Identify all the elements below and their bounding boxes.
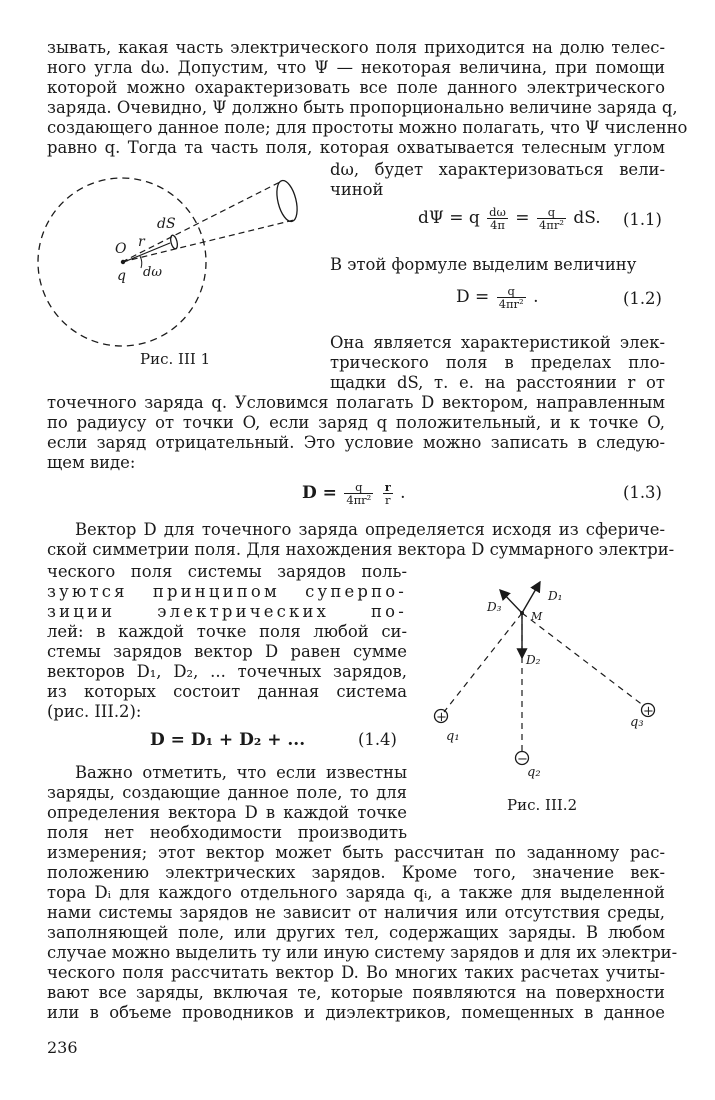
vector-d1 [522,582,540,613]
text-line: стемы зарядов вектор D равен сумме [47,642,407,661]
text-line: векторов D₁, D₂, ... точечных зарядов, [47,662,407,681]
label-r: r [138,234,145,250]
equation-number: (1.4) [358,730,397,749]
text-line: нами системы зарядов не зависит от наличия или отсутствия среды, [47,903,665,922]
text-line: щем виде: [47,453,136,472]
text-line: заряда. Очевидно, Ψ должно быть пропорционально величине заряда q, [47,98,678,117]
figure-caption: Рис. III.2 [507,796,578,814]
label-domega: dω [143,265,162,280]
text-line: щадки dS, т. е. на расстоянии r от [330,373,665,392]
text-line: точечного заряда q. Условимся полагать D вектором, направленным [47,393,665,412]
text-line: равно q. Тогда та часть поля, которая охватывается телесным углом [47,138,665,157]
equation-number: (1.1) [623,210,662,229]
label-d3: D₃ [487,600,502,614]
text-line: заряды, создающие данное поле, то для [47,783,407,802]
label-q3: q₃ [630,715,644,730]
text-line: Вектор D для точечного заряда определяется исходя из сфериче- [75,520,665,539]
text-line: если заряд отрицательный. Это условие можно записать в следую- [47,433,665,452]
text-line: или в объеме проводников и диэлектриков, помещенных в данное [47,1003,665,1022]
label-ds: dS [157,216,176,232]
text-line: положению электрических зарядов. Кроме того, значение век- [47,863,665,882]
figure-caption: Рис. III 1 [140,350,211,368]
text-line: зиции электрических по- [47,602,407,621]
text-line: Важно отметить, что если известны [75,763,407,782]
label-q2: q₂ [527,765,541,780]
equation-1-1: dΨ = q $\frac{d\omega}{4\pi}$ = $\frac{q}{\text{4πr²}}$ dS. [418,205,601,232]
equation-1-3: D = $\frac{q}{\text{4πr²}}$ $\frac{r}{r}$ . [302,480,406,507]
text-line: из которых состоит данная система [47,682,407,701]
text-line: лей: в каждой точке поля любой си- [47,622,407,641]
equation-number: (1.2) [623,289,662,308]
line-to-q1 [444,613,522,712]
label-d2: D₂ [526,653,541,667]
text-line: Она является характеристикой элек- [330,333,665,352]
point-m [520,611,524,615]
text-line: случае можно выделить ту или иную систему зарядов и для их электри- [47,943,678,962]
text-line: поля нет необходимости производить [47,823,407,842]
text-line: ской симметрии поля. Для нахождения вектора D суммарного электри- [47,540,675,559]
label-m: M [531,610,543,623]
text-line: В этой формуле выделим величину [330,255,637,274]
equation-1-2: D = $\frac{q}{\text{4πr²}}$ . [456,284,539,311]
text-line: ческого поля рассчитать вектор D. Во многих таких расчетах учиты- [47,963,665,982]
text-line: зывать, какая часть электрического поля приходится на долю телес- [47,38,665,57]
text-line: тора Dᵢ для каждого отдельного заряда qᵢ, а также для выделенной [47,883,665,902]
text-line: измерения; этот вектор может быть рассчитан по заданному рас- [47,843,665,862]
text-line: ного угла dω. Допустим, что Ψ — некоторая величина, при помощи [47,58,665,77]
plus-sign: + [643,704,654,719]
text-line: определения вектора D в каждой точке [47,803,407,822]
vector-d3 [500,590,522,613]
equation-number: (1.3) [623,483,662,502]
text-line: вают все заряды, включая те, которые появляются на поверхности [47,983,665,1002]
text-line: трического поля в пределах пло- [330,353,665,372]
label-d1: D₁ [548,589,563,603]
text-line: зуются принципом суперпо- [47,582,407,601]
text-line: ческого поля системы зарядов поль- [47,562,407,581]
text-line: (рис. III.2): [47,702,142,721]
text-line: по радиусу от точки O, если заряд q положительный, и к точке O, [47,413,665,432]
label-q1: q₁ [446,729,460,744]
equation-1-4: D = D₁ + D₂ + ... [150,730,306,750]
text-line: dω, будет характеризоваться вели- [330,160,665,179]
page-number: 236 [47,1038,78,1057]
minus-sign: − [517,752,528,767]
text-line: которой можно охарактеризовать все поле данного электрического [47,78,665,97]
plus-sign: + [436,710,447,725]
text-line: создающего данное поле; для простоты можно полагать, что Ψ численно [47,118,688,137]
label-o: O [115,241,127,257]
text-line: чиной [330,180,384,199]
text-line: заполняющей поле, или других тел, содержащих заряды. В любом [47,923,665,942]
label-q: q [117,268,126,284]
